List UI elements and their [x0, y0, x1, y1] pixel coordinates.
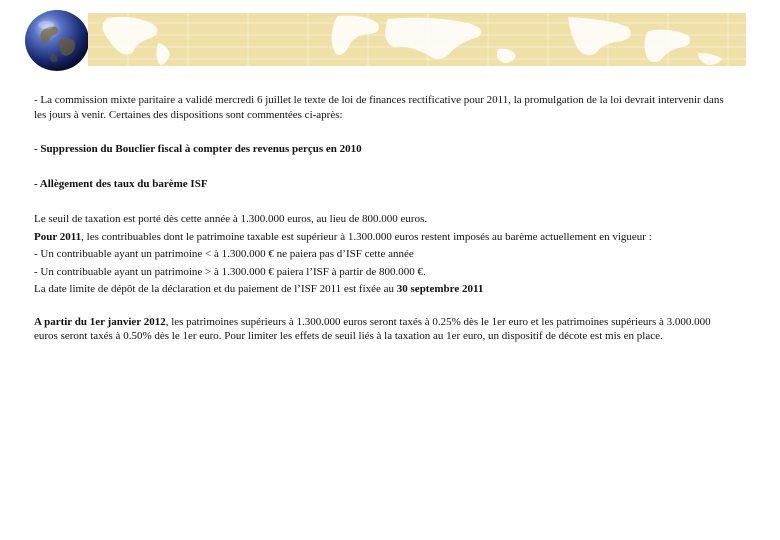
globe-icon	[24, 9, 90, 72]
isf-threshold-line: Le seuil de taxation est porté dès cette année à 1.300.000 euros, au lieu de 800.000 euros.	[34, 213, 428, 225]
isf-above-threshold-line: - Un contribuable ayant un patrimoine > à 1.300.000 € paiera l’ISF à partir de 800.000 €.	[34, 265, 426, 278]
heading-bouclier-fiscal-text: - Suppression du Bouclier fiscal à compter des revenus perçus en 2010	[34, 143, 362, 155]
isf-2012-rest: , les patrimoines supérieurs à 1.300.000 euros seront taxés à 0.25% dès le 1er euro et les patrimoines supérieurs à 3.000.000 euros seront taxés à 0.50% dès le 1er euro. Pour limiter les effets de seuil liés à la taxation au 1er euro, un dispositif de décote est mis en place.	[34, 316, 711, 342]
isf-2012-bold: A partir du 1er janvier 2012	[34, 316, 166, 328]
isf-2011-bold: Pour 2011	[34, 230, 82, 243]
isf-2011-rest: , les contribuables dont le patrimoine taxable est supérieur à 1.300.000 euros restent imposés au barème actuellement en vigueur :	[81, 230, 652, 243]
isf-below-threshold-line: - Un contribuable ayant un patrimoine < à 1.300.000 € ne paiera pas d’ISF cette année	[34, 248, 414, 260]
isf-deadline-line	[34, 281, 734, 299]
isf-2012-paragraph	[34, 315, 734, 343]
isf-details	[34, 211, 734, 299]
isf-deadline-date: 30 septembre 2011	[396, 283, 484, 295]
heading-isf-text: - Allègement des taux du barème ISF	[34, 178, 208, 190]
isf-2011-line	[34, 229, 734, 247]
heading-bouclier-fiscal	[34, 142, 362, 157]
intro-paragraph: - La commission mixte paritaire a validé mercredi 6 juillet le texte de loi de finances rectificative pour 2011, la promulgation de la loi devrait intervenir dans les jours à venir. Certaines des dispositions sont commentées ci-après:	[34, 94, 724, 121]
world-map-banner	[88, 13, 746, 66]
heading-isf	[34, 177, 208, 192]
isf-deadline-text: La date limite de dépôt de la déclaration et du paiement de l’ISF 2011 est fixée au	[34, 283, 397, 295]
